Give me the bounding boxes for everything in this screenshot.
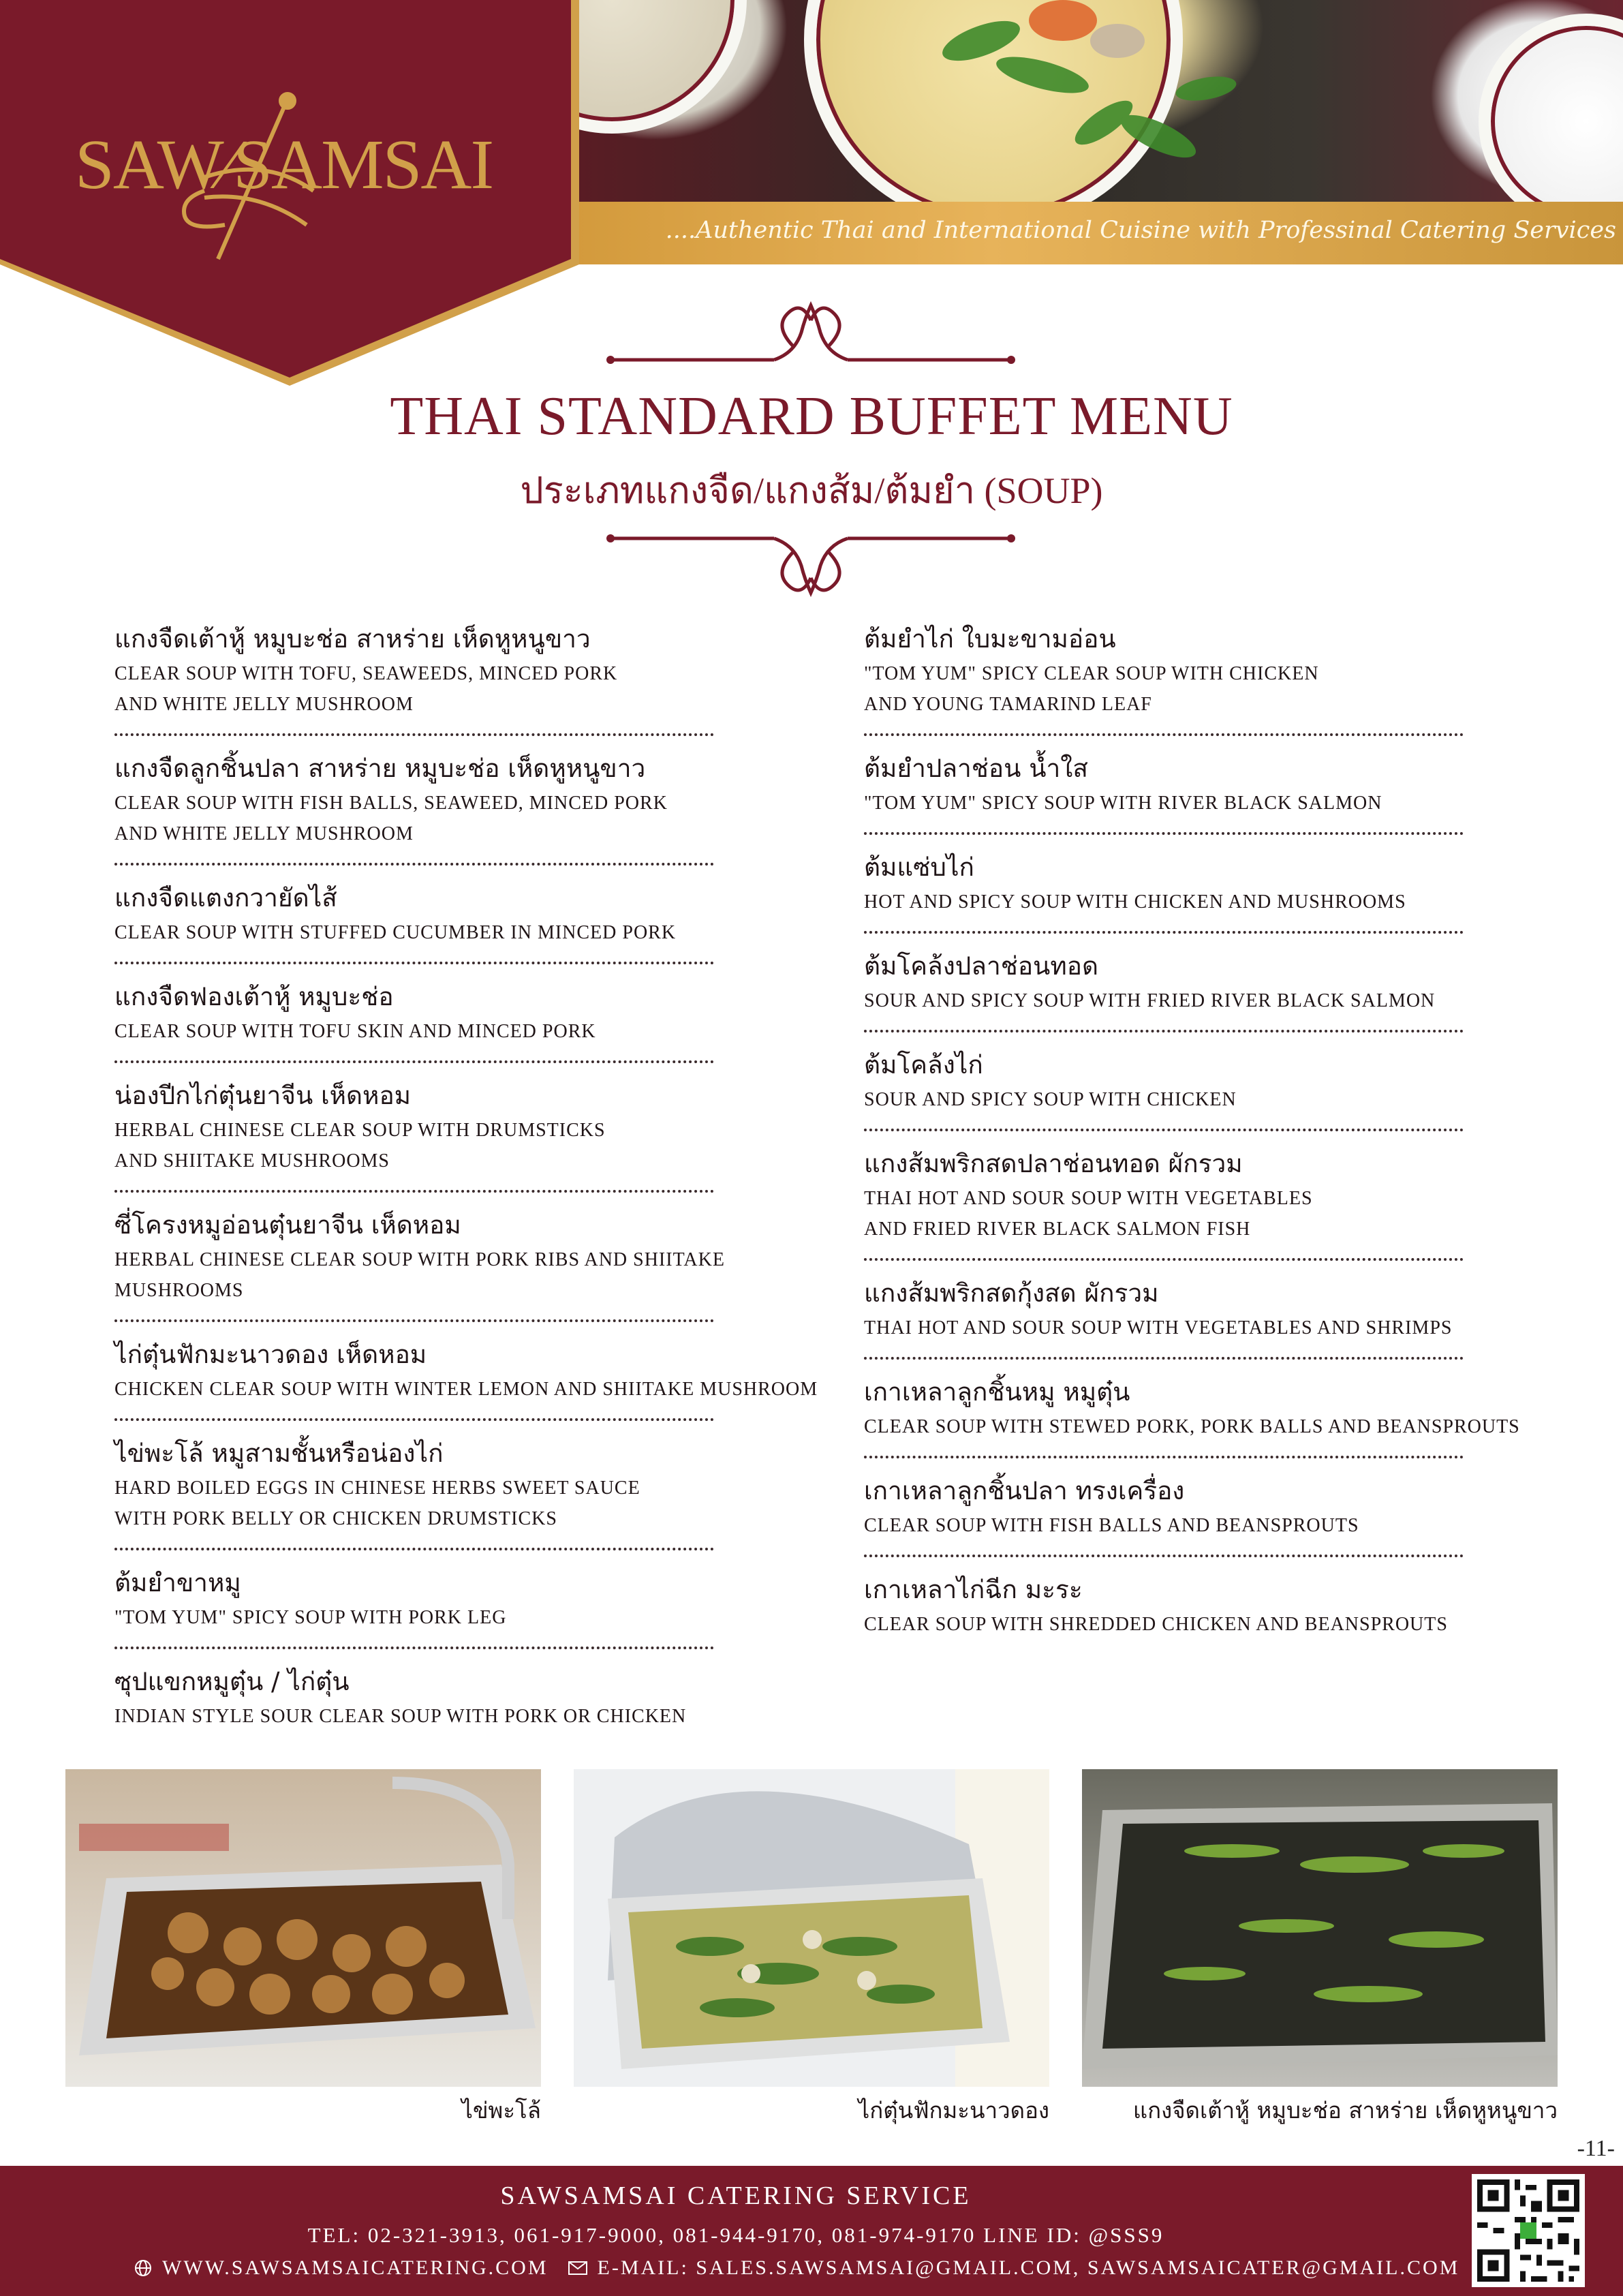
qr-code-icon [1472, 2174, 1585, 2287]
mail-icon [568, 2260, 588, 2276]
menu-item-english: SOUR AND SPICY SOUP WITH CHICKEN [864, 1089, 1237, 1110]
menu-item-thai: แกงจืดลูกชิ้นปลา สาหร่าย หมูบะช่อ เห็ดหูหนูขาว [114, 754, 646, 783]
dotted-divider [114, 948, 837, 978]
ornament-flourish-icon [604, 293, 1018, 368]
footer [0, 2166, 1623, 2296]
menu-item-thai: ต้มแซ่บไก่ [864, 853, 974, 882]
menu-item-english: CLEAR SOUP WITH TOFU, SEAWEEDS, MINCED PORK AND WHITE JELLY MUSHROOM [114, 663, 618, 715]
dotted-divider [114, 1176, 837, 1206]
menu-item-english: THAI HOT AND SOUR SOUP WITH VEGETABLES AND FRIED RIVER BLACK SALMON FISH [864, 1188, 1313, 1240]
menu-item-thai: เกาเหลาลูกชิ้นหมู หมูตุ๋น [864, 1377, 1130, 1407]
menu-item-english: CLEAR SOUP WITH FISH BALLS AND BEANSPROUTS [864, 1515, 1359, 1536]
menu-item-thai: ต้มยำไก่ ใบมะขามอ่อน [864, 624, 1116, 654]
menu-item-thai: ไก่ตุ๋นฟักมะนาวดอง เห็ดหอม [114, 1340, 427, 1369]
menu-item-english: "TOM YUM" SPICY SOUP WITH PORK LEG [114, 1607, 507, 1628]
photo-caption: แกงจืดเต้าหู้ หมูบะช่อ สาหร่าย เห็ดหูหนูขาว [1132, 2097, 1558, 2124]
header-soup-photo [572, 0, 1623, 204]
menu-column-left [114, 620, 837, 1732]
menu-item-english: INDIAN STYLE SOUR CLEAR SOUP WITH PORK OR CHICKEN [114, 1706, 687, 1727]
menu-item [114, 620, 837, 750]
menu-item-english: "TOM YUM" SPICY CLEAR SOUP WITH CHICKEN AND YOUNG TAMARIND LEAF [864, 663, 1319, 715]
dotted-divider [864, 1115, 1586, 1145]
logo-wordmark: SAW∕SAMSAI [75, 125, 493, 204]
photo-caption: ไข่พะโล้ [461, 2097, 541, 2124]
dotted-divider [114, 849, 837, 879]
menu-item [114, 1435, 837, 1564]
menu-item [864, 1046, 1586, 1145]
tagline: ....Authentic Thai and International Cuisine with Professinal Catering Services [665, 217, 1616, 244]
menu-item-thai: ต้มโคล้งปลาช่อนทอด [864, 951, 1098, 981]
dotted-divider [864, 818, 1586, 848]
menu-item-thai: ซุปแขกหมูตุ๋น / ไก่ตุ๋น [114, 1667, 350, 1696]
footer-title: SAWSAMSAI CATERING SERVICE [500, 2182, 972, 2210]
menu-item-thai: แกงจืดแตงกวายัดไส้ [114, 883, 337, 913]
menu-item [114, 1206, 837, 1336]
menu-item [864, 750, 1586, 848]
photo-tofu-seaweed-soup [1082, 1769, 1558, 2087]
dotted-divider [114, 720, 837, 750]
menu-item [864, 1373, 1586, 1472]
menu-item-thai: แกงส้มพริกสดกุ้งสด ผักรวม [864, 1279, 1159, 1308]
menu-item-english: HERBAL CHINESE CLEAR SOUP WITH DRUMSTICKS AND SHIITAKE MUSHROOMS [114, 1120, 606, 1172]
photo-caption: ไก่ตุ๋นฟักมะนาวดอง [858, 2097, 1049, 2124]
menu-column-right [864, 620, 1586, 1640]
menu-item [864, 1274, 1586, 1373]
dotted-divider [864, 720, 1586, 750]
menu-item [864, 1571, 1586, 1640]
menu-item-english: CLEAR SOUP WITH SHREDDED CHICKEN AND BEANSPROUTS [864, 1614, 1448, 1635]
dotted-divider [864, 1541, 1586, 1571]
dotted-divider [114, 1633, 837, 1663]
menu-item-thai: ต้มโคล้งไก่ [864, 1050, 983, 1080]
menu-item-english: SOUR AND SPICY SOUP WITH FRIED RIVER BLACK SALMON [864, 990, 1436, 1011]
dotted-divider [114, 1047, 837, 1077]
menu-item [114, 1564, 837, 1663]
dotted-divider [114, 1306, 837, 1336]
page-subtitle: ประเภทแกงจืด/แกงส้ม/ต้มยำ (SOUP) [520, 470, 1103, 511]
dotted-divider [864, 1343, 1586, 1373]
globe-icon [134, 2259, 153, 2278]
menu-item-english: THAI HOT AND SOUR SOUP WITH VEGETABLES AND SHRIMPS [864, 1317, 1453, 1338]
email-link[interactable]: E-MAIL: SALES.SAWSAMSAI@GMAIL.COM, SAWSAMSAICATER@GMAIL.COM [597, 2256, 1460, 2279]
page-title: THAI STANDARD BUFFET MENU [390, 386, 1233, 446]
dotted-divider [114, 1405, 837, 1435]
website-link[interactable]: WWW.SAWSAMSAICATERING.COM [162, 2256, 548, 2279]
menu-item-thai: ซี่โครงหมูอ่อนตุ๋นยาจีน เห็ดหอม [114, 1210, 461, 1240]
menu-item-english: HERBAL CHINESE CLEAR SOUP WITH PORK RIBS AND SHIITAKE MUSHROOMS [114, 1249, 725, 1301]
menu-item-thai: แกงจืดเต้าหู้ หมูบะช่อ สาหร่าย เห็ดหูหนูขาว [114, 624, 591, 654]
menu-item-thai: ต้มยำปลาช่อน น้ำใส [864, 754, 1088, 783]
menu-item-english: CLEAR SOUP WITH FISH BALLS, SEAWEED, MINCED PORK AND WHITE JELLY MUSHROOM [114, 793, 668, 844]
menu-item-thai: เกาเหลาไก่ฉีก มะระ [864, 1575, 1083, 1604]
menu-item [114, 1336, 837, 1435]
menu-item-english: CLEAR SOUP WITH TOFU SKIN AND MINCED PORK [114, 1021, 596, 1042]
menu-item-thai: ต้มยำขาหมู [114, 1568, 241, 1597]
dotted-divider [864, 917, 1586, 947]
menu-item [864, 848, 1586, 947]
photo-chicken-winter-melon-soup [574, 1769, 1049, 2087]
menu-item-english: HOT AND SPICY SOUP WITH CHICKEN AND MUSHROOMS [864, 891, 1406, 913]
herb-garnish [572, 0, 1623, 204]
dotted-divider [864, 1244, 1586, 1274]
menu-item [864, 947, 1586, 1046]
menu-item-thai: ไข่พะโล้ หมูสามชั้นหรือน่องไก่ [114, 1439, 444, 1468]
page-number: -11- [1577, 2136, 1615, 2161]
menu-item [864, 1145, 1586, 1274]
dotted-divider [864, 1016, 1586, 1046]
menu-item-english: CLEAR SOUP WITH STEWED PORK, PORK BALLS AND BEANSPROUTS [864, 1416, 1520, 1437]
menu-item-thai: น่องปีกไก่ตุ๋นยาจีน เห็ดหอม [114, 1081, 412, 1110]
footer-contact-line [134, 2256, 1459, 2280]
menu-item [114, 879, 837, 978]
menu-item [864, 1472, 1586, 1571]
photo-braised-eggs [65, 1769, 541, 2087]
menu-item-thai: แกงส้มพริกสดปลาช่อนทอด ผักรวม [864, 1149, 1243, 1178]
dotted-divider [114, 1534, 837, 1564]
menu-item [114, 1077, 837, 1206]
footer-phone: TEL: 02-321-3913, 061-917-9000, 081-944-9170, 081-974-9170 LINE ID: @SSS9 [307, 2223, 1164, 2247]
menu-item-english: HARD BOILED EGGS IN CHINESE HERBS SWEET SAUCE WITH PORK BELLY OR CHICKEN DRUMSTICKS [114, 1478, 640, 1529]
menu-item-thai: เกาเหลาลูกชิ้นปลา ทรงเครื่อง [864, 1476, 1185, 1505]
menu-item-english: CHICKEN CLEAR SOUP WITH WINTER LEMON AND SHIITAKE MUSHROOM [114, 1379, 818, 1400]
menu-item [114, 750, 837, 879]
menu-item-thai: แกงจืดฟองเต้าหู้ หมูบะช่อ [114, 982, 394, 1011]
ornament-flourish-icon [604, 529, 1018, 604]
menu-item-english: CLEAR SOUP WITH STUFFED CUCUMBER IN MINCED PORK [114, 922, 677, 943]
menu-item [864, 620, 1586, 750]
menu-item [114, 1663, 837, 1732]
menu-item-english: "TOM YUM" SPICY SOUP WITH RIVER BLACK SALMON [864, 793, 1382, 814]
menu-item [114, 978, 837, 1077]
dotted-divider [864, 1442, 1586, 1472]
